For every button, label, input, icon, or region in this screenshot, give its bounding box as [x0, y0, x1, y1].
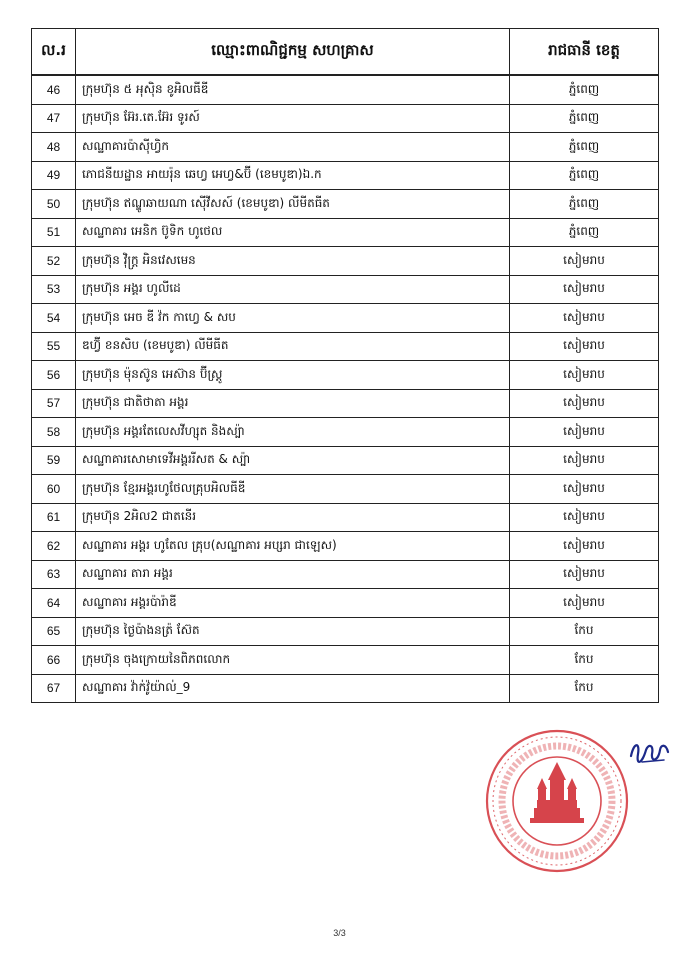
row-number: 66	[32, 646, 76, 675]
row-number: 56	[32, 361, 76, 390]
row-company-name: ក្រុមហ៊ុន អង្គរ ហូលីដេ	[76, 275, 510, 304]
row-number: 48	[32, 133, 76, 162]
row-company-name: ក្រុមហ៊ុន ចុងក្រោយនៃពិភពលោក	[76, 646, 510, 675]
row-number: 59	[32, 446, 76, 475]
row-province: សៀមរាប	[510, 446, 659, 475]
table-row	[32, 304, 659, 333]
row-province: កែប	[510, 646, 659, 675]
row-company-name: ក្រុមហ៊ុន ថ្ងៃប៉ាងនត្រ៉ ស៊ែត	[76, 617, 510, 646]
row-province: កែប	[510, 617, 659, 646]
header-number: ល.រ	[32, 29, 76, 76]
row-company-name: ក្រុមហ៊ុន ៥ អុស៊ិន ខូអិលធីឌី	[76, 75, 510, 104]
row-number: 50	[32, 190, 76, 219]
table-row	[32, 275, 659, 304]
row-number: 61	[32, 503, 76, 532]
table-row	[32, 389, 659, 418]
row-company-name: ក្រុមហ៊ុន ម៉ុនស៊ូន អេស៊ាន ប៊ីស្ត្រូ	[76, 361, 510, 390]
row-number: 52	[32, 247, 76, 276]
row-company-name: ក្រុមហ៊ុន អេច ឌី វ៉ក កាហ្វេ & សប	[76, 304, 510, 333]
row-number: 62	[32, 532, 76, 561]
row-province: សៀមរាប	[510, 275, 659, 304]
row-province: ភ្នំពេញ	[510, 161, 659, 190]
row-province: ភ្នំពេញ	[510, 218, 659, 247]
row-province: សៀមរាប	[510, 361, 659, 390]
row-number: 60	[32, 475, 76, 504]
row-company-name: សណ្ឋាគារប៉ាស៊ីហ្វិក	[76, 133, 510, 162]
table-row	[32, 190, 659, 219]
table-row	[32, 332, 659, 361]
page-number: 3/3	[333, 928, 346, 938]
row-province: សៀមរាប	[510, 475, 659, 504]
row-company-name: ក្រុមហ៊ុន ឥណ្ឌូឆាយណា ស៊ើវីសស៍ (ខេមបូឌា) លីមីតធីត	[76, 190, 510, 219]
row-company-name: សណ្ឋាគារ អង្គរប៉ារ៉ាឌី	[76, 589, 510, 618]
row-province: សៀមរាប	[510, 389, 659, 418]
table-row	[32, 560, 659, 589]
row-company-name: សណ្ឋាគារ អេនិក ប៊ូទិក ហូថេល	[76, 218, 510, 247]
table-row	[32, 161, 659, 190]
row-province: សៀមរាប	[510, 332, 659, 361]
header-company-name: ឈ្មោះពាណិជ្ជកម្ម សហគ្រាស	[76, 29, 510, 76]
row-number: 58	[32, 418, 76, 447]
row-company-name: ឌហ្វ៊ី ខនសិប (ខេមបូឌា) លីមីធីត	[76, 332, 510, 361]
table-row	[32, 589, 659, 618]
row-number: 49	[32, 161, 76, 190]
table-row	[32, 75, 659, 104]
table-row	[32, 361, 659, 390]
table-row	[32, 418, 659, 447]
row-company-name: សណ្ឋាគារសោមាទេវីអង្គររីសត & ស្ប៉ា	[76, 446, 510, 475]
row-company-name: ក្រុមហ៊ុន ខ្មែរអង្គរហូថែលគ្រុបអិលធីឌី	[76, 475, 510, 504]
row-province: សៀមរាប	[510, 532, 659, 561]
row-province: សៀមរាប	[510, 304, 659, 333]
row-number: 63	[32, 560, 76, 589]
row-province: សៀមរាប	[510, 247, 659, 276]
table-row	[32, 503, 659, 532]
table-header-row	[32, 29, 659, 76]
row-number: 65	[32, 617, 76, 646]
table-row	[32, 617, 659, 646]
row-province: សៀមរាប	[510, 418, 659, 447]
row-province: កែប	[510, 674, 659, 703]
row-company-name: ក្រុមហ៊ុន អ៊ែរ.តេ.អ៊ែរ ទូរស៍	[76, 104, 510, 133]
table-row	[32, 104, 659, 133]
row-province: ភ្នំពេញ	[510, 104, 659, 133]
table-body	[32, 75, 659, 703]
table-row	[32, 646, 659, 675]
row-company-name: ក្រុមហ៊ុន 2អិល2 ជាតនើរ	[76, 503, 510, 532]
row-company-name: ក្រុមហ៊ុន ជាតិថាតា អង្គរ	[76, 389, 510, 418]
row-company-name: សណ្ឋាគារ អង្គរ ហូតែល គ្រុប(សណ្ឋាគារ អប្សរា ជាឡេស)	[76, 532, 510, 561]
row-number: 55	[32, 332, 76, 361]
table-row	[32, 218, 659, 247]
table-row	[32, 475, 659, 504]
table-row	[32, 247, 659, 276]
table-row	[32, 133, 659, 162]
row-province: សៀមរាប	[510, 503, 659, 532]
row-province: សៀមរាប	[510, 560, 659, 589]
table-row	[32, 532, 659, 561]
company-table	[31, 28, 659, 703]
header-province: រាជធានី ខេត្ត	[510, 29, 659, 76]
row-company-name: ក្រុមហ៊ុន វ៉ិក្ត្រ អិនវេសមេន	[76, 247, 510, 276]
official-seal-stamp	[482, 726, 632, 876]
row-province: សៀមរាប	[510, 589, 659, 618]
row-company-name: សណ្ឋាគារ តារា អង្គរ	[76, 560, 510, 589]
row-number: 46	[32, 75, 76, 104]
row-number: 54	[32, 304, 76, 333]
row-province: ភ្នំពេញ	[510, 133, 659, 162]
row-number: 64	[32, 589, 76, 618]
row-number: 47	[32, 104, 76, 133]
table-row	[32, 674, 659, 703]
row-company-name: ភោជនីយដ្ឋាន អាយរ៉ុន ឆេហ្វ អេហ្វ&ប៊ី (ខេមបូឌា)ឯ.ក	[76, 161, 510, 190]
row-province: ភ្នំពេញ	[510, 75, 659, 104]
row-number: 53	[32, 275, 76, 304]
row-company-name: ក្រុមហ៊ុន អង្គរតែលេសវីហ្សុត និងស្ប៉ា	[76, 418, 510, 447]
row-number: 57	[32, 389, 76, 418]
table-row	[32, 446, 659, 475]
row-province: ភ្នំពេញ	[510, 190, 659, 219]
row-company-name: សណ្ឋាគារ វ៉ាក់វ៉ូយ៉ាល់_9	[76, 674, 510, 703]
row-number: 67	[32, 674, 76, 703]
row-number: 51	[32, 218, 76, 247]
signature-mark	[628, 736, 672, 768]
